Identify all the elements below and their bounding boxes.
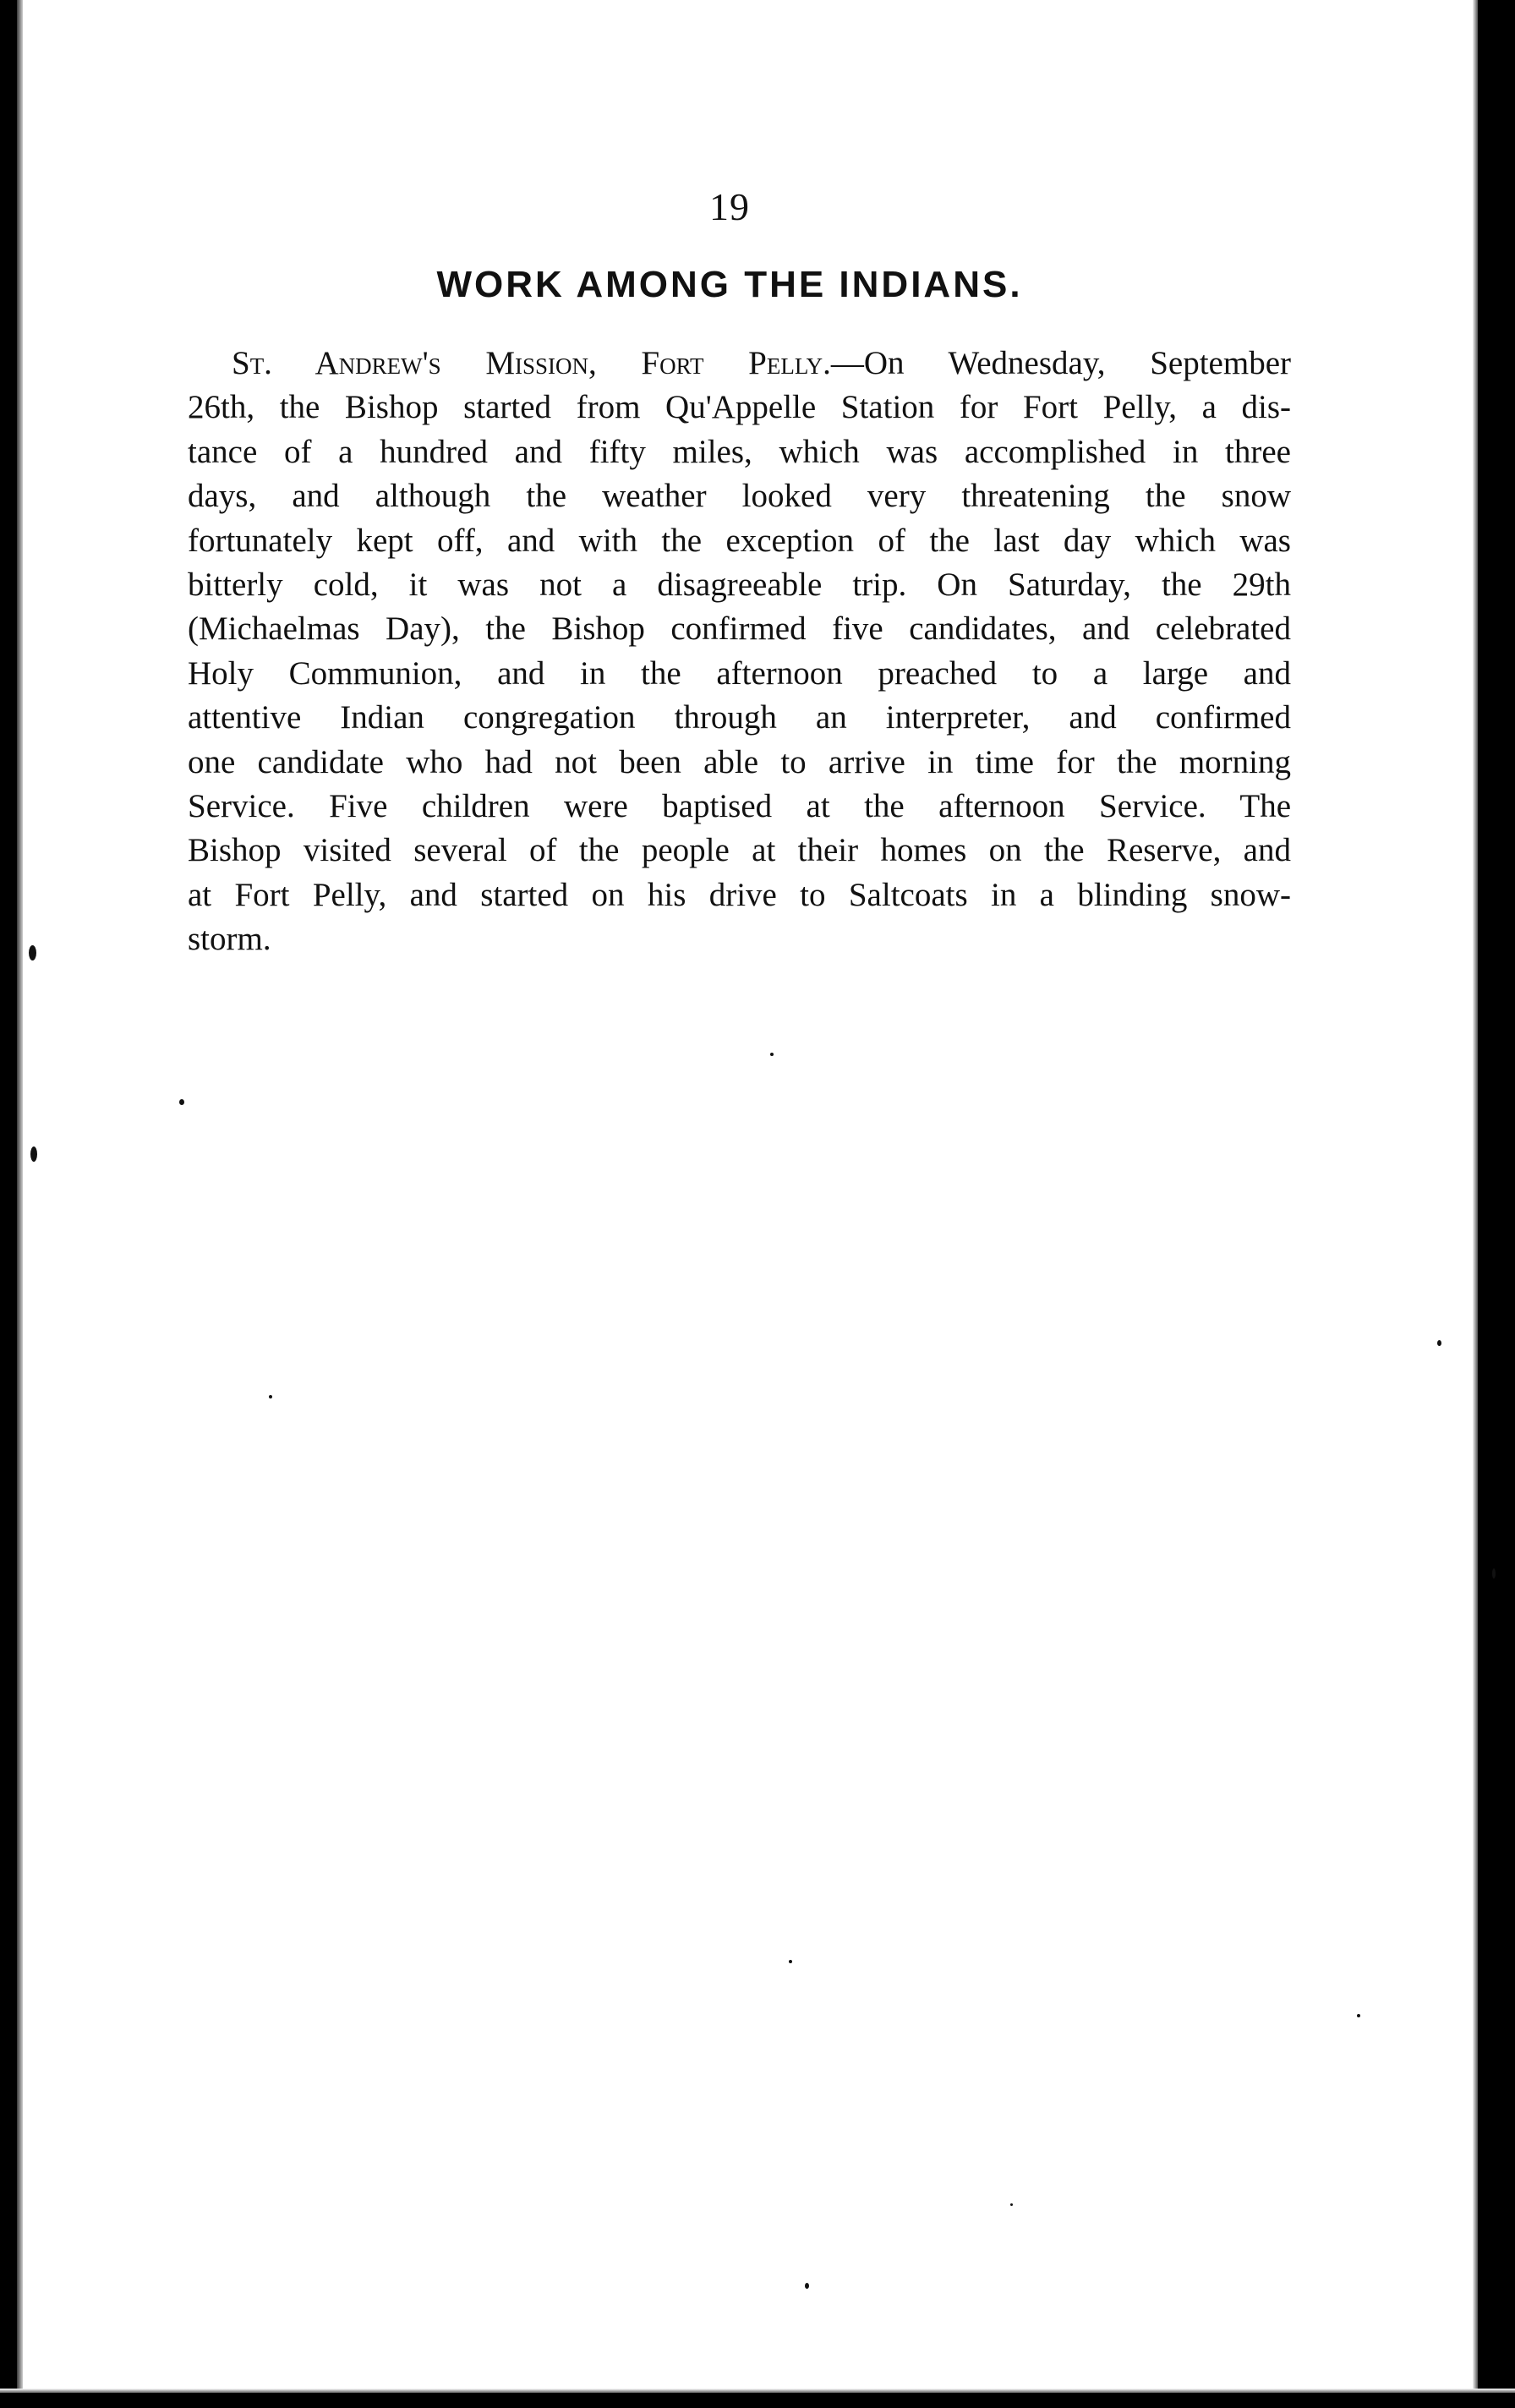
scan-speck [770,1053,774,1056]
article-paragraph [188,342,1291,961]
text-line: 26th, the Bishop started from Qu'Appelle Station for Fort Pelly, a dis- [188,389,1291,426]
text-line: at Fort Pelly, and started on his drive to Saltcoats in a blinding snow- [188,876,1291,913]
scan-speck [1357,2014,1360,2017]
page-edge-shadow-left [17,0,23,2408]
text-line: Service. Five children were baptised at the afternoon Service. The [188,787,1291,824]
scan-speck [789,1960,792,1963]
section-title: St. Andrew's Mission, Fort Pelly. [232,345,831,381]
text-line: fortunately kept off, and with the exception of the last day which was [188,522,1291,559]
text-line: bitterly cold, it was not a disagreeable trip. On Saturday, the 29th [188,566,1291,603]
scan-speck [29,945,36,960]
line-text: On Wednesday, September [863,345,1291,381]
page-edge-shadow-right [1473,0,1478,2408]
scan-border-left [0,0,17,2408]
page-heading: WORK AMONG THE INDIANS. [436,264,1023,305]
page-edge-shadow-bottom [0,2389,1515,2393]
scan-border-bottom [0,2393,1515,2408]
text-line: storm. [188,921,271,958]
text-line: days, and although the weather looked very threatening the snow [188,478,1291,515]
scan-speck [179,1099,184,1105]
scan-speck [1010,2203,1013,2206]
text-line [188,342,1291,386]
scan-speck [30,1147,37,1162]
scan-speck [269,1395,272,1398]
scan-border-right [1478,0,1515,2408]
text-line: Holy Communion, and in the afternoon preached to a large and [188,654,1291,692]
text-line: Bishop visited several of the people at their homes on the Reserve, and [188,832,1291,869]
em-dash: — [830,345,864,381]
page-number: 19 [709,185,750,228]
text-line: (Michaelmas Day), the Bishop confirmed five candidates, and celebrated [188,610,1291,648]
text-line: tance of a hundred and fifty miles, which was accomplished in three [188,433,1291,470]
text-line: one candidate who had not been able to arrive in time for the morning [188,743,1291,780]
scan-speck [1437,1340,1441,1346]
scan-speck [805,2283,809,2289]
scan-speck [1492,1568,1496,1579]
text-line: attentive Indian congregation through an interpreter, and confirmed [188,699,1291,736]
